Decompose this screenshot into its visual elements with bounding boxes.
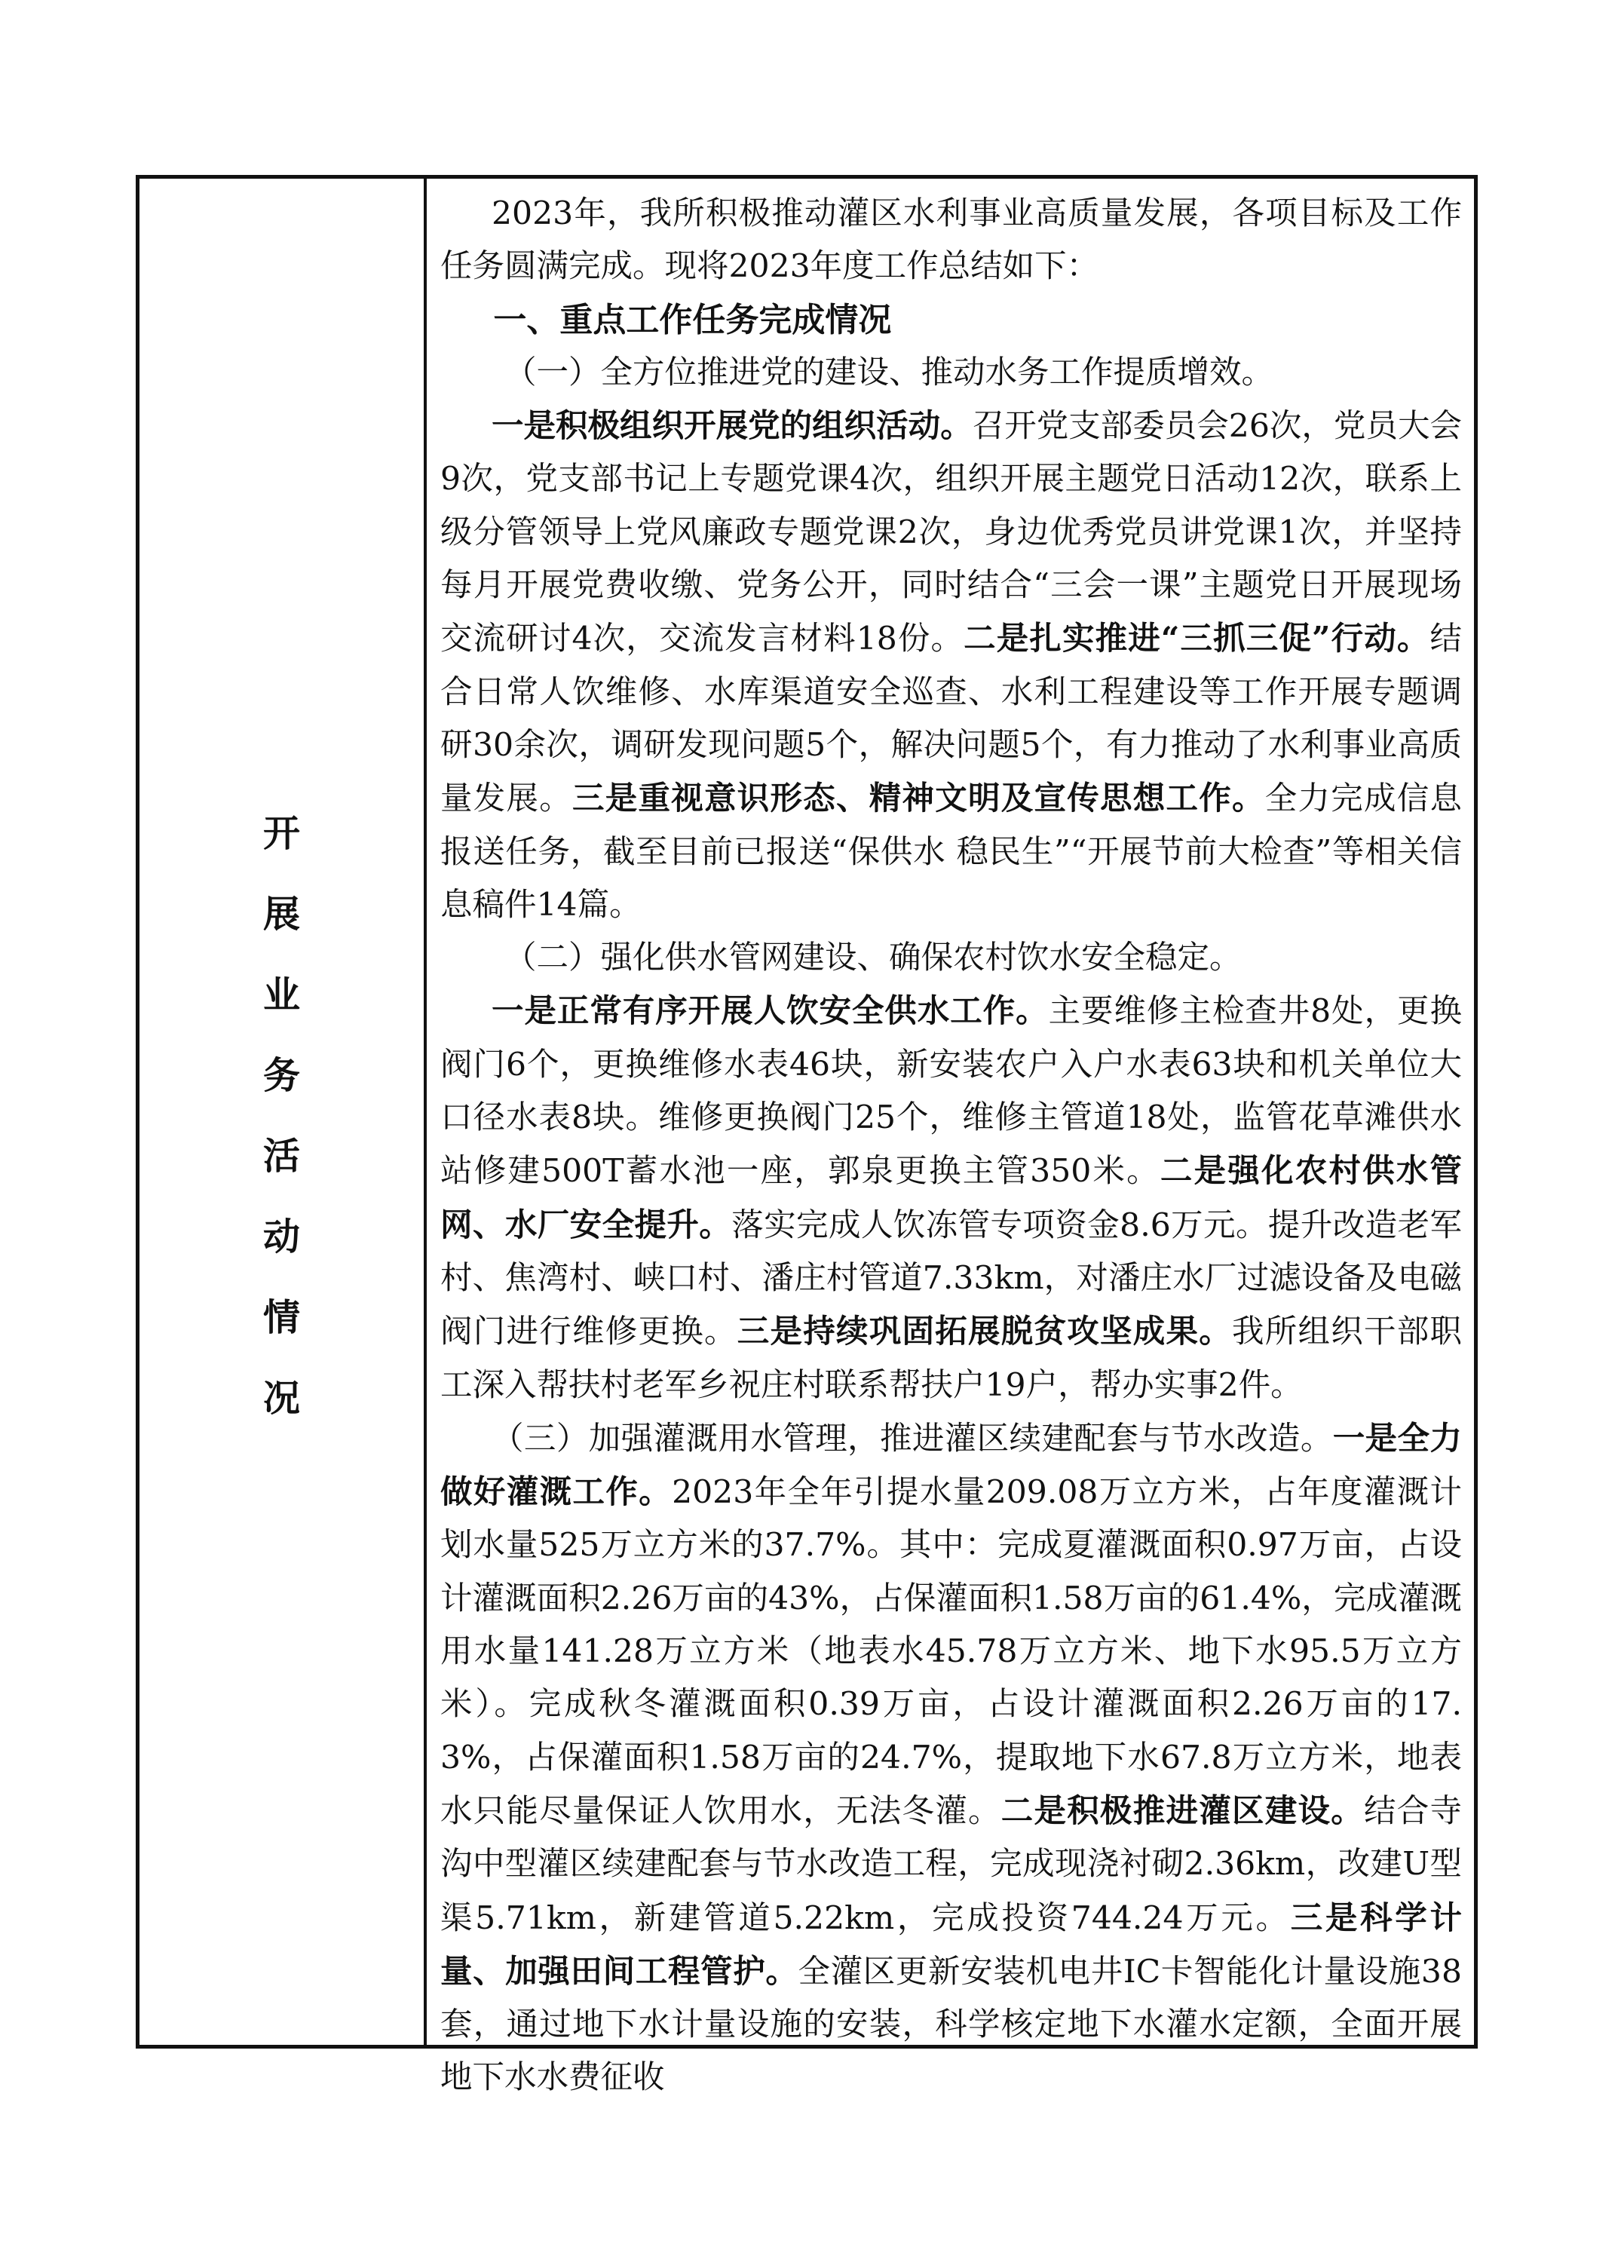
paragraph-lead: 三是持续巩固拓展脱贫攻坚成果。 bbox=[737, 1313, 1232, 1351]
paragraph-text: 2023年全年引提水量209.08万立方米，占年度灌溉计划水量525万立方米的37.7%。其中：完成夏灌溉面积0.97万亩，占设计灌溉面积2.26万亩的43%，占保灌面积1.58万亩的61.4%，完成灌溉用水量141.28万立方米（地表水45.78万立方米、地下水95.5万立方米）。完成秋冬灌溉面积0.39万亩，占设计灌溉面积2.26万亩的17.3%，占保灌面积1.58万亩的24.7%，提取地下水67.8万立方米，地表水只能尽量保证人饮用水，无法冬灌。 bbox=[440, 1474, 1462, 1830]
paragraph-text: 召开党支部委员会26次，党员大会9次，党支部书记上专题党课4次，组织开展主题党日活动12次，联系上级分管领导上党风廉政专题党课2次，身边优秀党员讲党课1次，并坚持每月开展党费收缴、党务公开，同时结合“三会一课”主题党日开展现场交流研讨4次，交流发言材料18份。 bbox=[440, 408, 1462, 658]
paragraph-lead: 三是重视意识形态、精神文明及宣传思想工作。 bbox=[572, 780, 1265, 818]
paragraph-lead: 一是正常有序开展人饮安全供水工作。 bbox=[492, 992, 1049, 1031]
subsection-heading-inline: （三）加强灌溉用水管理，推进灌区续建配套与节水改造。 bbox=[492, 1420, 1333, 1457]
content-column bbox=[440, 188, 1462, 2097]
side-label-char: 展 bbox=[262, 892, 300, 936]
side-label-char: 开 bbox=[262, 811, 300, 855]
body-paragraph bbox=[440, 985, 1462, 1411]
subsection-heading: （一）全方位推进党的建设、推动水务工作提质增效。 bbox=[504, 354, 1274, 391]
side-label-char: 业 bbox=[262, 973, 300, 1016]
paragraph-text: 全灌区更新安装机电井IC卡智能化计量设施38套，通过地下水计量设施的安装，科学核定地下水灌水定额，全面开展地下水水费征收 bbox=[440, 1953, 1462, 2097]
paragraph-lead: 一是全力做好灌溉工作。 bbox=[440, 1419, 1462, 1512]
summary-table bbox=[136, 175, 1478, 2097]
paragraph-lead: 二是强化农村供水管网、水厂安全提升。 bbox=[440, 1152, 1462, 1244]
side-label-char: 情 bbox=[262, 1295, 300, 1339]
body-paragraph bbox=[440, 400, 1462, 932]
side-label-char: 动 bbox=[262, 1215, 300, 1258]
side-label-char: 活 bbox=[262, 1134, 300, 1178]
side-label-char: 况 bbox=[262, 1376, 300, 1420]
paragraph-text: 结合日常人饮维修、水库渠道安全巡查、水利工程建设等工作开展专题调研30余次，调研发现问题5个，解决问题5个，有力推动了水利事业高质量发展。 bbox=[440, 621, 1462, 818]
intro-paragraph: 2023年，我所积极推动灌区水利事业高质量发展，各项目标及工作任务圆满完成。现将2023年度工作总结如下： bbox=[440, 195, 1462, 286]
subsection-heading: （二）强化供水管网建设、确保农村饮水安全稳定。 bbox=[504, 939, 1242, 977]
side-label-column bbox=[139, 179, 424, 2045]
paragraph-lead: 二是扎实推进“三抓三促”行动。 bbox=[964, 620, 1430, 658]
paragraph-text: 主要维修主检查井8处，更换阀门6个，更换维修水表46块，新安装农户入户水表63块和机关单位大口径水表8块。维修更换阀门25个，维修主管道18处，监管花草滩供水站修建500T蓄水池一座，郭泉更换主管350米。 bbox=[440, 993, 1462, 1191]
section-heading: 一、重点工作任务完成情况 bbox=[493, 300, 892, 339]
body-paragraph bbox=[440, 1412, 1462, 2105]
paragraph-text: 结合寺沟中型灌区续建配套与节水改造工程，完成现浇衬砌2.36km，改建U型渠5.71km，新建管道5.22km，完成投资744.24万元。 bbox=[440, 1792, 1462, 1937]
paragraph-lead: 二是积极推进灌区建设。 bbox=[1000, 1791, 1364, 1830]
paragraph-text: 我所组织干部职工深入帮扶村老军乡祝庄村联系帮扶户19户，帮办实事2件。 bbox=[440, 1313, 1462, 1404]
paragraph-text: 落实完成人饮冻管专项资金8.6万元。提升改造老军村、焦湾村、峡口村、潘庄村管道7.33km，对潘庄水厂过滤设备及电磁阀门进行维修更换。 bbox=[440, 1206, 1462, 1351]
paragraph-lead: 三是科学计量、加强田间工程管护。 bbox=[440, 1899, 1462, 1991]
column-divider bbox=[424, 179, 427, 2045]
paragraph-lead: 一是积极组织开展党的组织活动。 bbox=[492, 407, 973, 446]
side-label-char: 务 bbox=[262, 1053, 300, 1097]
paragraph-text: 全力完成信息报送任务，截至目前已报送“保供水 稳民生”“开展节前大检查”等相关信息稿件14篇。 bbox=[440, 780, 1462, 924]
